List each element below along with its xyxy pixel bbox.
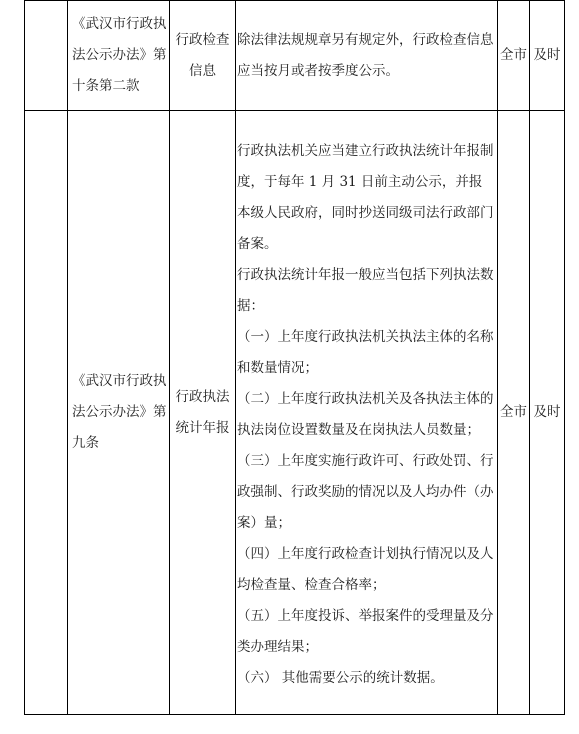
content-item: （三）上年度实施行政许可、行政处罚、行政强制、行政奖励的情况以及人均办件（办案）量； (237, 452, 494, 531)
timing-cell: 及时 (530, 1, 565, 111)
table-row (25, 1, 565, 111)
content-item: （四）上年度行政检查计划执行情况以及人均检查量、检查合格率； (237, 545, 494, 593)
content-cell (236, 1, 498, 111)
content-paragraph: 行政执法统计年报一般应当包括下列执法数据： (237, 266, 494, 314)
item-name-cell: 行政执法统计年报 (170, 111, 236, 715)
scope-cell: 全市 (498, 1, 530, 111)
blank-cell (25, 1, 68, 111)
table-row (25, 111, 565, 715)
content-item: （二）上年度行政执法机关及各执法主体的执法岗位设置数量及在岗执法人员数量； (237, 390, 494, 438)
disclosure-table (24, 0, 565, 715)
scope-cell: 全市 (498, 111, 530, 715)
content-item: （一）上年度行政执法机关执法主体的名称和数量情况； (237, 328, 494, 376)
content-paragraph: 行政执法机关应当建立行政执法统计年报制度，于每年 1 月 31 日前主动公示，并报本级人民政府，同时抄送同级司法行政部门备案。 (237, 142, 494, 252)
content-item: （五）上年度投诉、举报案件的受理量及分类办理结果； (237, 607, 494, 655)
legal-basis-cell: 《武汉市行政执法公示办法》第十条第二款 (68, 1, 170, 111)
blank-cell (25, 111, 68, 715)
legal-basis-cell: 《武汉市行政执法公示办法》第九条 (68, 111, 170, 715)
content-item: （六） 其他需要公示的统计数据。 (237, 669, 444, 686)
content-cell (236, 111, 498, 715)
item-name-cell: 行政检查信息 (170, 1, 236, 111)
timing-cell: 及时 (530, 111, 565, 715)
content-paragraph: 除法律法规规章另有规定外，行政检查信息应当按月或者按季度公示。 (237, 31, 494, 79)
